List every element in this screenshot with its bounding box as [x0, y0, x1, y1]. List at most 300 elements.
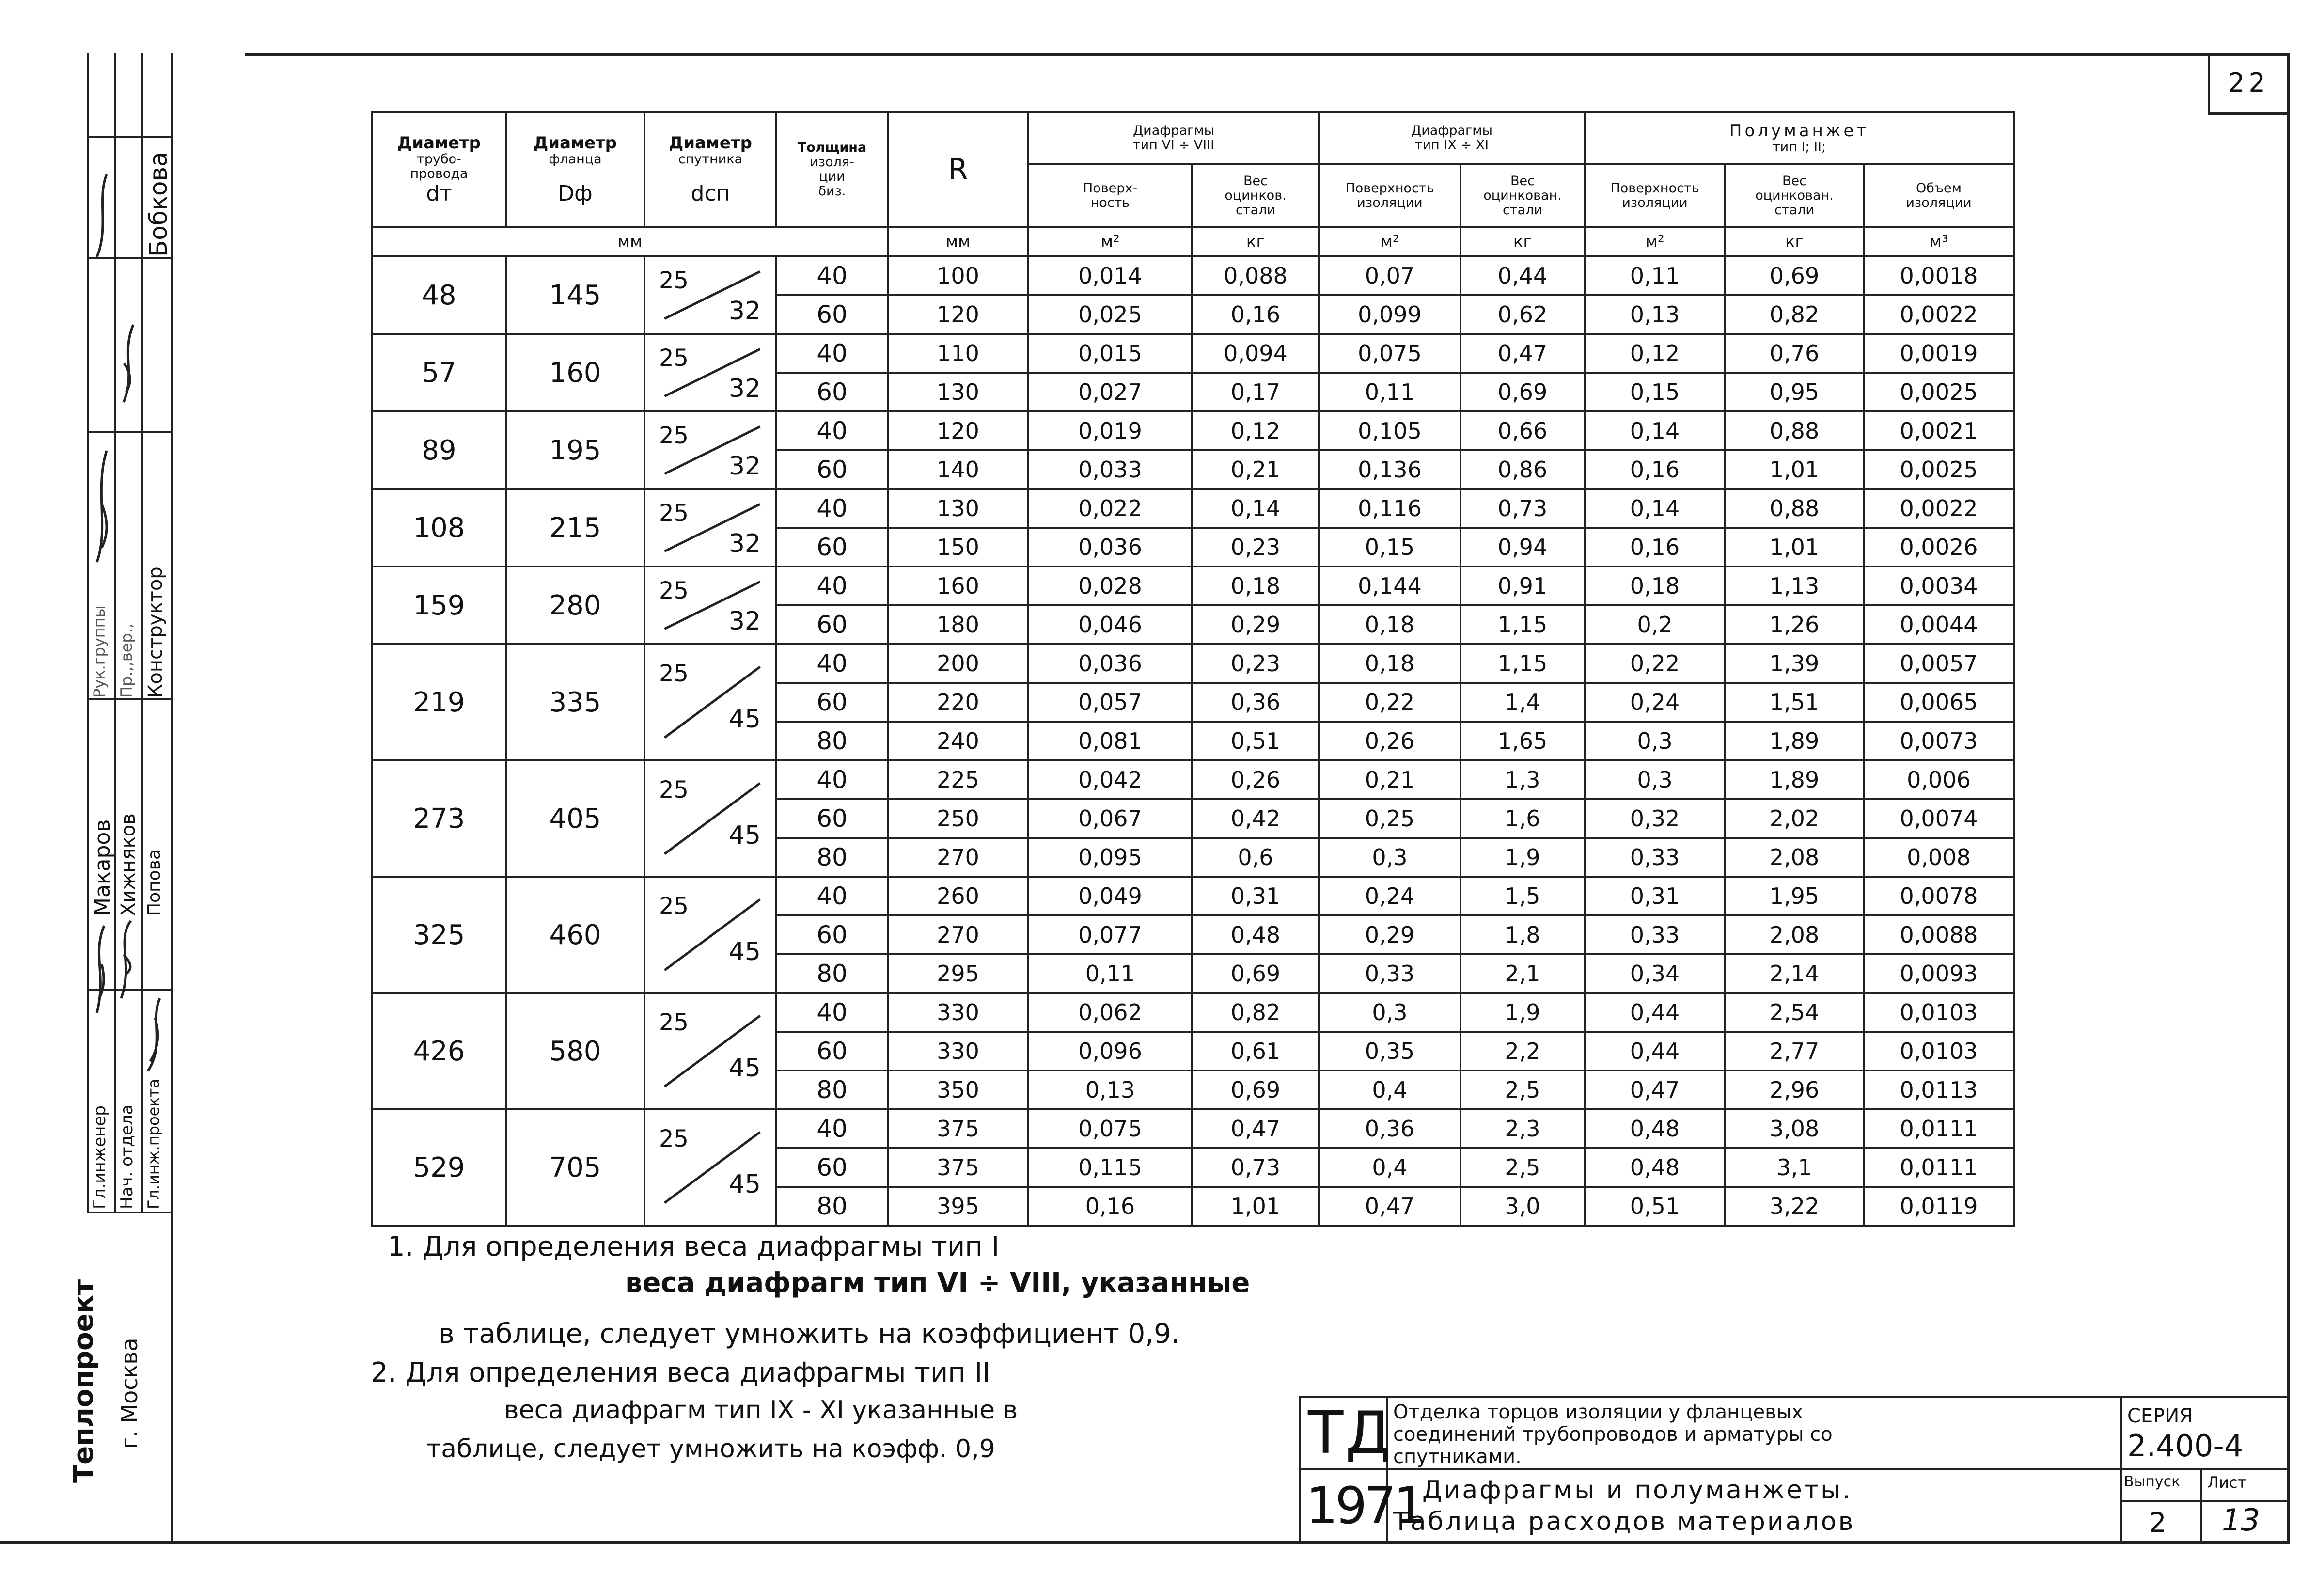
table-cell: 0,014 — [1028, 256, 1192, 295]
tb-sheet-label: Лист — [2207, 1473, 2247, 1492]
satellite-diameter-bottom: 32 — [728, 607, 761, 636]
pipe-diameter-cell: 325 — [372, 877, 506, 993]
table-cell: 0,0088 — [1864, 915, 2014, 954]
satellite-diameter-cell — [644, 644, 776, 760]
unit-m3: м³ — [1864, 227, 2014, 256]
header-sub3-volume: Объем изоляции — [1864, 164, 2014, 227]
table-cell: 0,0021 — [1864, 411, 2014, 450]
table-cell: 240 — [888, 722, 1028, 760]
table-cell: 2,14 — [1725, 954, 1864, 993]
role-group-head: Рук.группы — [90, 605, 109, 698]
table-cell: 110 — [888, 334, 1028, 373]
table-cell: 0,33 — [1319, 954, 1460, 993]
table-cell: 0,0044 — [1864, 605, 2014, 644]
satellite-diameter-bottom: 32 — [728, 529, 761, 559]
tb-series-label: СЕРИЯ — [2127, 1405, 2193, 1427]
table-cell: 1,95 — [1725, 877, 1864, 915]
table-cell: 0,25 — [1319, 799, 1460, 838]
satellite-diameter-cell — [644, 411, 776, 489]
left-frame-line — [171, 53, 173, 1544]
table-cell: 0,23 — [1192, 644, 1319, 683]
pipe-diameter-cell: 57 — [372, 334, 506, 411]
tb-name-1: Диафрагмы и полуманжеты. — [1422, 1476, 1853, 1505]
table-cell: 0,11 — [1028, 954, 1192, 993]
table-cell: 0,07 — [1319, 256, 1460, 295]
table-cell: 0,0025 — [1864, 373, 2014, 411]
table-cell: 0,48 — [1192, 915, 1319, 954]
table-cell: 0,094 — [1192, 334, 1319, 373]
pipe-diameter-cell: 108 — [372, 489, 506, 567]
table-cell: 80 — [776, 722, 888, 760]
table-cell: 0,4 — [1319, 1071, 1460, 1109]
satellite-diameter-top: 25 — [659, 660, 689, 688]
table-cell: 0,36 — [1319, 1109, 1460, 1148]
table-cell: 0,48 — [1585, 1148, 1725, 1187]
tb-logo: ТД — [1308, 1400, 1393, 1467]
satellite-diameter-top: 25 — [659, 422, 689, 450]
table-cell: 0,42 — [1192, 799, 1319, 838]
header-diaphragms-2: Диафрагмы тип IX ÷ XI — [1319, 112, 1585, 164]
table-cell: 0,0111 — [1864, 1109, 2014, 1148]
flange-diameter-cell: 280 — [506, 567, 644, 644]
table-cell: 375 — [888, 1148, 1028, 1187]
note-2-line-1: 2. Для определения веса диафрагмы тип II — [371, 1357, 990, 1388]
table-cell: 40 — [776, 411, 888, 450]
table-cell: 0,22 — [1585, 644, 1725, 683]
table-cell: 0,3 — [1585, 760, 1725, 799]
table-cell: 1,89 — [1725, 722, 1864, 760]
satellite-diameter-bottom: 45 — [728, 1169, 761, 1199]
table-cell: 1,6 — [1460, 799, 1585, 838]
table-cell: 1,01 — [1725, 528, 1864, 567]
table-row — [372, 334, 2014, 373]
satellite-diameter-top: 25 — [659, 267, 689, 295]
table-cell: 0,0026 — [1864, 528, 2014, 567]
satellite-diameter-bottom: 32 — [728, 452, 761, 481]
unit-mm-1: мм — [372, 227, 888, 256]
table-cell: 140 — [888, 450, 1028, 489]
table-cell: 2,54 — [1725, 993, 1864, 1032]
header-diam-pipe: Диаметр трубо- провода dт — [372, 112, 506, 227]
table-cell: 1,65 — [1460, 722, 1585, 760]
table-cell: 0,21 — [1192, 450, 1319, 489]
satellite-diameter-bottom: 45 — [728, 1053, 761, 1083]
table-cell: 120 — [888, 295, 1028, 334]
table-cell: 1,51 — [1725, 683, 1864, 722]
tb-series-value: 2.400-4 — [2127, 1428, 2244, 1464]
table-cell: 0,69 — [1192, 1071, 1319, 1109]
title-block — [1299, 1396, 2290, 1544]
table-cell: 60 — [776, 1148, 888, 1187]
table-cell: 1,5 — [1460, 877, 1585, 915]
table-row — [372, 1109, 2014, 1148]
table-cell: 0,3 — [1585, 722, 1725, 760]
table-cell: 0,18 — [1319, 605, 1460, 644]
table-cell: 40 — [776, 993, 888, 1032]
table-row — [372, 993, 2014, 1032]
name-khizhnyakov: Хижняков — [117, 813, 140, 916]
table-cell: 2,96 — [1725, 1071, 1864, 1109]
table-cell: 0,51 — [1585, 1187, 1725, 1226]
satellite-diameter-bottom: 45 — [728, 704, 761, 734]
table-cell: 60 — [776, 450, 888, 489]
header-sub3-area: Поверхность изоляции — [1585, 164, 1725, 227]
table-cell: 0,73 — [1460, 489, 1585, 528]
role-dept-head: Нач. отдела — [117, 1104, 137, 1209]
table-cell: 0,47 — [1585, 1071, 1725, 1109]
table-cell: 0,4 — [1319, 1148, 1460, 1187]
table-cell: 0,075 — [1319, 334, 1460, 373]
table-cell: 0,0025 — [1864, 450, 2014, 489]
header-sub1-area: Поверх- ность — [1028, 164, 1192, 227]
unit-kg-2: кг — [1460, 227, 1585, 256]
table-cell: 0,22 — [1319, 683, 1460, 722]
table-cell: 3,22 — [1725, 1187, 1864, 1226]
table-cell: 0,0034 — [1864, 567, 2014, 605]
table-cell: 3,0 — [1460, 1187, 1585, 1226]
table-cell: 60 — [776, 799, 888, 838]
table-cell: 350 — [888, 1071, 1028, 1109]
table-cell: 0,3 — [1319, 838, 1460, 877]
table-cell: 330 — [888, 993, 1028, 1032]
page-number-box — [2208, 56, 2287, 115]
table-cell: 0,025 — [1028, 295, 1192, 334]
table-cell: 0,36 — [1192, 683, 1319, 722]
table-cell: 0,47 — [1460, 334, 1585, 373]
table-cell: 1,01 — [1192, 1187, 1319, 1226]
table-cell: 130 — [888, 489, 1028, 528]
signatures-drawing — [87, 53, 171, 1212]
table-cell: 2,5 — [1460, 1148, 1585, 1187]
table-cell: 0,13 — [1585, 295, 1725, 334]
table-cell: 0,12 — [1192, 411, 1319, 450]
name-popova: Попова — [144, 849, 164, 916]
table-cell: 0,82 — [1725, 295, 1864, 334]
satellite-diameter-top: 25 — [659, 776, 689, 804]
table-cell: 0,0113 — [1864, 1071, 2014, 1109]
table-cell: 3,08 — [1725, 1109, 1864, 1148]
satellite-diameter-top: 25 — [659, 500, 689, 527]
unit-m2-1: м² — [1028, 227, 1192, 256]
table-cell: 0,33 — [1585, 915, 1725, 954]
table-cell: 60 — [776, 295, 888, 334]
table-cell: 1,15 — [1460, 644, 1585, 683]
table-cell: 0,062 — [1028, 993, 1192, 1032]
role-checker: Пр.,,вер., — [117, 623, 136, 698]
header-thickness: Толщина изоля- ции δиз. — [776, 112, 888, 227]
unit-mm-2: мм — [888, 227, 1028, 256]
table-cell: 1,39 — [1725, 644, 1864, 683]
table-cell: 0,006 — [1864, 760, 2014, 799]
satellite-diameter-cell — [644, 567, 776, 644]
page-number: 22 — [2228, 67, 2269, 98]
table-cell: 0,34 — [1585, 954, 1725, 993]
table-cell: 0,15 — [1319, 528, 1460, 567]
table-cell: 160 — [888, 567, 1028, 605]
table-cell: 0,29 — [1192, 605, 1319, 644]
table-cell: 40 — [776, 334, 888, 373]
pipe-diameter-cell: 529 — [372, 1109, 506, 1226]
table-cell: 80 — [776, 1071, 888, 1109]
table-cell: 1,9 — [1460, 993, 1585, 1032]
table-cell: 80 — [776, 838, 888, 877]
flange-diameter-cell: 145 — [506, 256, 644, 334]
table-cell: 0,15 — [1585, 373, 1725, 411]
role-designer: Конструктор — [144, 567, 167, 698]
table-cell: 0,24 — [1319, 877, 1460, 915]
table-cell: 60 — [776, 1032, 888, 1071]
header-diam-flange: Диаметр фланца Dф — [506, 112, 644, 227]
table-cell: 0,16 — [1028, 1187, 1192, 1226]
org-name: Теплопроект — [68, 1279, 99, 1483]
table-cell: 0,144 — [1319, 567, 1460, 605]
unit-kg-1: кг — [1192, 227, 1319, 256]
table-cell: 1,13 — [1725, 567, 1864, 605]
table-cell: 0,049 — [1028, 877, 1192, 915]
table-cell: 0,042 — [1028, 760, 1192, 799]
table-cell: 0,66 — [1460, 411, 1585, 450]
pipe-diameter-cell: 219 — [372, 644, 506, 760]
note-1-line-2: веса диафрагм тип VI ÷ VIII, указанные — [625, 1267, 1250, 1299]
table-row — [372, 567, 2014, 605]
flange-diameter-cell: 335 — [506, 644, 644, 760]
satellite-diameter-cell — [644, 760, 776, 877]
note-1-line-3: в таблице, следует умножить на коэффициент 0,9. — [439, 1318, 1180, 1350]
table-cell: 60 — [776, 528, 888, 567]
table-cell: 0,075 — [1028, 1109, 1192, 1148]
signature-strip — [87, 53, 171, 1212]
table-cell: 0,82 — [1192, 993, 1319, 1032]
table-cell: 120 — [888, 411, 1028, 450]
flange-diameter-cell: 705 — [506, 1109, 644, 1226]
table-cell: 330 — [888, 1032, 1028, 1071]
table-cell: 0,44 — [1585, 1032, 1725, 1071]
table-cell: 0,0119 — [1864, 1187, 2014, 1226]
satellite-diameter-bottom: 32 — [728, 297, 761, 326]
satellite-diameter-cell — [644, 489, 776, 567]
table-cell: 270 — [888, 838, 1028, 877]
table-cell: 0,21 — [1319, 760, 1460, 799]
table-cell: 0,13 — [1028, 1071, 1192, 1109]
unit-m2-3: м² — [1585, 227, 1725, 256]
table-cell: 2,77 — [1725, 1032, 1864, 1071]
table-cell: 225 — [888, 760, 1028, 799]
table-cell: 0,116 — [1319, 489, 1460, 528]
pipe-diameter-cell: 273 — [372, 760, 506, 877]
table-cell: 0,47 — [1319, 1187, 1460, 1226]
header-sub1-weight: Вес оцинков. стали — [1192, 164, 1319, 227]
table-cell: 0,26 — [1192, 760, 1319, 799]
satellite-diameter-cell — [644, 1109, 776, 1226]
table-cell: 0,036 — [1028, 644, 1192, 683]
table-cell: 0,69 — [1460, 373, 1585, 411]
satellite-diameter-top: 25 — [659, 1125, 689, 1153]
pipe-diameter-cell: 159 — [372, 567, 506, 644]
table-cell: 60 — [776, 915, 888, 954]
table-cell: 0,16 — [1192, 295, 1319, 334]
flange-diameter-cell: 460 — [506, 877, 644, 993]
table-cell: 0,0022 — [1864, 489, 2014, 528]
table-cell: 0,18 — [1319, 644, 1460, 683]
table-cell: 0,88 — [1725, 411, 1864, 450]
table-cell: 0,18 — [1192, 567, 1319, 605]
table-cell: 2,5 — [1460, 1071, 1585, 1109]
table-cell: 0,081 — [1028, 722, 1192, 760]
table-cell: 1,89 — [1725, 760, 1864, 799]
table-cell: 0,036 — [1028, 528, 1192, 567]
table-cell: 0,69 — [1725, 256, 1864, 295]
table-cell: 0,32 — [1585, 799, 1725, 838]
table-cell: 0,11 — [1319, 373, 1460, 411]
satellite-diameter-cell — [644, 993, 776, 1109]
table-cell: 80 — [776, 954, 888, 993]
table-cell: 0,44 — [1460, 256, 1585, 295]
satellite-diameter-top: 25 — [659, 1009, 689, 1037]
satellite-diameter-bottom: 45 — [728, 820, 761, 850]
table-cell: 0,0073 — [1864, 722, 2014, 760]
table-cell: 0,94 — [1460, 528, 1585, 567]
table-row — [372, 411, 2014, 450]
table-cell: 0,0093 — [1864, 954, 2014, 993]
table-cell: 0,0057 — [1864, 644, 2014, 683]
table-cell: 0,6 — [1192, 838, 1319, 877]
table-cell: 0,0022 — [1864, 295, 2014, 334]
table-cell: 1,4 — [1460, 683, 1585, 722]
header-sub3-weight: Вес оцинкован. стали — [1725, 164, 1864, 227]
table-cell: 0,0103 — [1864, 993, 2014, 1032]
table-row — [372, 256, 2014, 295]
table-cell: 0,14 — [1585, 489, 1725, 528]
table-cell: 1,9 — [1460, 838, 1585, 877]
table-cell: 0,16 — [1585, 528, 1725, 567]
table-cell: 0,015 — [1028, 334, 1192, 373]
table-cell: 130 — [888, 373, 1028, 411]
tb-issue-value: 2 — [2149, 1507, 2167, 1539]
table-cell: 2,02 — [1725, 799, 1864, 838]
flange-diameter-cell: 405 — [506, 760, 644, 877]
table-cell: 0,105 — [1319, 411, 1460, 450]
table-cell: 40 — [776, 567, 888, 605]
table-cell: 0,088 — [1192, 256, 1319, 295]
table-cell: 0,0018 — [1864, 256, 2014, 295]
table-cell: 0,115 — [1028, 1148, 1192, 1187]
satellite-diameter-cell — [644, 334, 776, 411]
table-cell: 0,12 — [1585, 334, 1725, 373]
note-1-line-1: 1. Для определения веса диафрагмы тип I — [388, 1231, 1000, 1262]
table-cell: 0,0019 — [1864, 334, 2014, 373]
name-makarov: Макаров — [90, 819, 115, 916]
table-cell: 0,077 — [1028, 915, 1192, 954]
table-cell: 1,8 — [1460, 915, 1585, 954]
table-cell: 0,23 — [1192, 528, 1319, 567]
org-city: г. Москва — [116, 1338, 142, 1449]
unit-kg-3: кг — [1725, 227, 1864, 256]
table-cell: 0,2 — [1585, 605, 1725, 644]
right-border-line — [2287, 53, 2290, 1544]
table-cell: 2,08 — [1725, 915, 1864, 954]
table-cell: 60 — [776, 373, 888, 411]
table-cell: 60 — [776, 683, 888, 722]
flange-diameter-cell: 215 — [506, 489, 644, 567]
satellite-diameter-cell — [644, 256, 776, 334]
table-cell: 2,3 — [1460, 1109, 1585, 1148]
table-cell: 0,44 — [1585, 993, 1725, 1032]
header-diaphragms-1: Диафрагмы тип VI ÷ VIII — [1028, 112, 1319, 164]
table-cell: 0,095 — [1028, 838, 1192, 877]
table-cell: 0,61 — [1192, 1032, 1319, 1071]
table-cell: 40 — [776, 760, 888, 799]
table-cell: 40 — [776, 877, 888, 915]
table-cell: 0,067 — [1028, 799, 1192, 838]
table-cell: 150 — [888, 528, 1028, 567]
tb-issue-label: Выпуск — [2124, 1473, 2181, 1490]
header-diam-satellite: Диаметр спутника dсп — [644, 112, 776, 227]
table-cell: 375 — [888, 1109, 1028, 1148]
flange-diameter-cell: 580 — [506, 993, 644, 1109]
table-cell: 0,29 — [1319, 915, 1460, 954]
table-cell: 395 — [888, 1187, 1028, 1226]
table-cell: 0,17 — [1192, 373, 1319, 411]
table-cell: 0,62 — [1460, 295, 1585, 334]
table-cell: 0,76 — [1725, 334, 1864, 373]
table-cell: 0,019 — [1028, 411, 1192, 450]
table-cell: 0,73 — [1192, 1148, 1319, 1187]
table-cell: 0,0065 — [1864, 683, 2014, 722]
table-cell: 80 — [776, 1187, 888, 1226]
table-row — [372, 489, 2014, 528]
table-cell: 220 — [888, 683, 1028, 722]
header-r: R — [888, 112, 1028, 227]
table-cell: 0,51 — [1192, 722, 1319, 760]
table-cell: 0,31 — [1192, 877, 1319, 915]
table-cell: 0,88 — [1725, 489, 1864, 528]
table-cell: 60 — [776, 605, 888, 644]
table-cell: 100 — [888, 256, 1028, 295]
pipe-diameter-cell: 48 — [372, 256, 506, 334]
table-cell: 180 — [888, 605, 1028, 644]
flange-diameter-cell: 195 — [506, 411, 644, 489]
table-cell: 260 — [888, 877, 1028, 915]
table-cell: 40 — [776, 256, 888, 295]
satellite-diameter-top: 25 — [659, 345, 689, 372]
table-cell: 0,16 — [1585, 450, 1725, 489]
table-cell: 1,3 — [1460, 760, 1585, 799]
role-project-chief: Гл.инж.проекта — [144, 1079, 163, 1209]
table-cell: 0,35 — [1319, 1032, 1460, 1071]
table-cell: 0,69 — [1192, 954, 1319, 993]
table-cell: 0,022 — [1028, 489, 1192, 528]
table-cell: 0,008 — [1864, 838, 2014, 877]
table-cell: 0,096 — [1028, 1032, 1192, 1071]
table-cell: 0,027 — [1028, 373, 1192, 411]
table-cell: 0,91 — [1460, 567, 1585, 605]
table-cell: 0,0078 — [1864, 877, 2014, 915]
table-cell: 0,86 — [1460, 450, 1585, 489]
role-chief-engineer: Гл.инженер — [90, 1105, 110, 1209]
table-cell: 0,099 — [1319, 295, 1460, 334]
satellite-diameter-bottom: 32 — [728, 374, 761, 404]
header-half-cuffs: Полуманжет тип I; II; — [1585, 112, 2014, 164]
table-cell: 0,0074 — [1864, 799, 2014, 838]
header-sub2-area: Поверхность изоляции — [1319, 164, 1460, 227]
table-cell: 0,11 — [1585, 256, 1725, 295]
flange-diameter-cell: 160 — [506, 334, 644, 411]
unit-m2-2: м² — [1319, 227, 1460, 256]
header-sub2-weight: Вес оцинкован. стали — [1460, 164, 1585, 227]
table-cell: 0,3 — [1319, 993, 1460, 1032]
top-border-line — [245, 53, 2290, 56]
table-cell: 2,08 — [1725, 838, 1864, 877]
